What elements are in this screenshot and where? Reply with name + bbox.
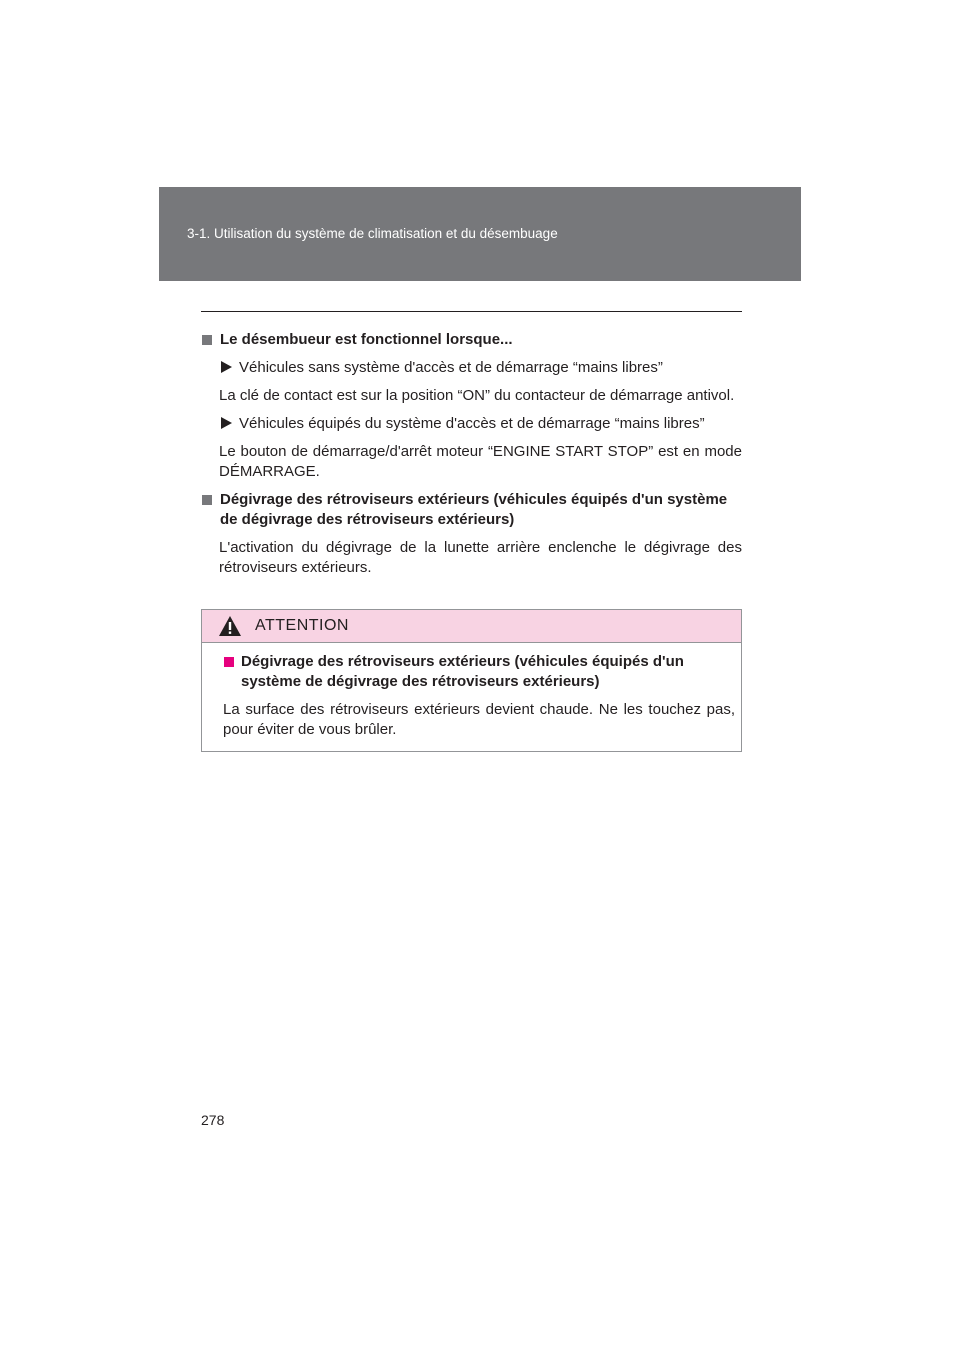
chapter-header-band [159, 187, 801, 281]
arrow-bullet-icon [221, 361, 232, 373]
subsection-heading [201, 330, 742, 350]
arrow-bullet-icon [221, 417, 232, 429]
body-paragraph: L'activation du dégivrage de la lunette arrière enclenche le dégivrage des rétroviseurs extérieurs. [219, 539, 742, 576]
attention-box [201, 609, 742, 752]
attention-header [202, 610, 741, 643]
subsection-heading [201, 490, 742, 530]
section-divider [201, 311, 742, 312]
warning-triangle-icon [218, 615, 242, 637]
vehicle-variant-line [201, 358, 742, 378]
section-title: 3-1. Utilisation du système de climatisation et du désembuage [187, 226, 558, 241]
attention-heading-text: Dégivrage des rétroviseurs extérieurs (véhicules équipés d'un système de dégivrage des rétroviseurs extérieurs) [241, 653, 684, 690]
main-content [201, 330, 742, 586]
attention-paragraph: La surface des rétroviseurs extérieurs devient chaude. Ne les touchez pas, pour éviter de vous brûler. [223, 701, 735, 738]
square-bullet-icon [202, 335, 212, 345]
vehicle-variant-line [201, 414, 742, 434]
attention-label: ATTENTION [255, 617, 349, 634]
square-bullet-icon [202, 495, 212, 505]
attention-heading [202, 652, 741, 692]
page-number: 278 [201, 1112, 225, 1128]
square-bullet-icon [224, 657, 234, 667]
vehicle-variant-text: Véhicules sans système d'accès et de démarrage “mains libres” [239, 359, 663, 376]
subsection-heading-text: Dégivrage des rétroviseurs extérieurs (véhicules équipés d'un système de dégivrage des rétroviseurs extérieurs) [220, 491, 728, 528]
subsection-heading-text: Le désembueur est fonctionnel lorsque... [220, 331, 513, 348]
body-paragraph: Le bouton de démarrage/d'arrêt moteur “ENGINE START STOP” est en mode DÉMARRAGE. [219, 443, 742, 480]
vehicle-variant-text: Véhicules équipés du système d'accès et de démarrage “mains libres” [239, 415, 705, 432]
body-paragraph: La clé de contact est sur la position “ON” du contacteur de démarrage antivol. [219, 387, 735, 404]
attention-body [202, 652, 741, 748]
